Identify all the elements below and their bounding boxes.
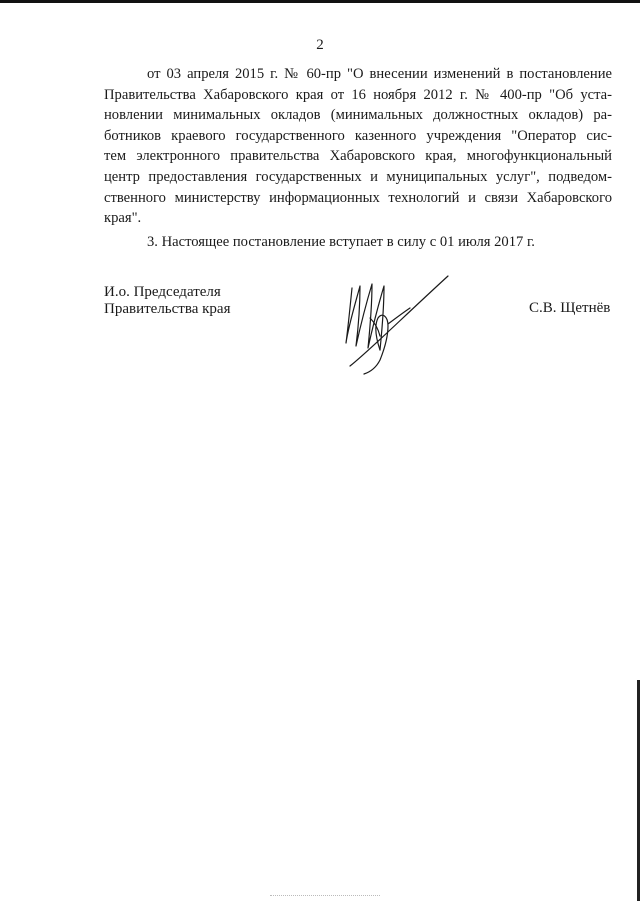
scan-top-edge [0,0,640,3]
body-line: ботников краевого государственного казенного учреждения "Оператор сис- [104,127,612,144]
scan-artifact [270,895,380,898]
body-line: края". [104,210,142,227]
signer-name: С.В. Щетнёв [529,300,611,316]
body-line: центр предоставления государственных и муниципальных услуг", подведом- [104,168,612,185]
signer-title-line1: И.о. Председателя [104,284,221,300]
body-line: ственного министерству информационных технологий и связи Хабаровского [104,189,612,206]
body-line: Правительства Хабаровского края от 16 ноября 2012 г. № 400-пр "Об уста- [104,86,612,103]
signer-title [104,284,231,318]
page-number: 2 [316,37,324,53]
document-body [104,64,612,252]
body-line: новлении минимальных окладов (минимальных должностных окладов) ра- [104,107,612,124]
handwritten-signature-icon [330,268,460,378]
signer-title-line2: Правительства края [104,301,231,317]
body-line: от 03 апреля 2015 г. № 60-пр "О внесении изменений в постановление [147,66,612,82]
paragraph-3: 3. Настоящее постановление вступает в силу с 01 июля 2017 г. [147,233,535,250]
body-line: тем электронного правительства Хабаровского края, многофункциональный [104,148,612,165]
